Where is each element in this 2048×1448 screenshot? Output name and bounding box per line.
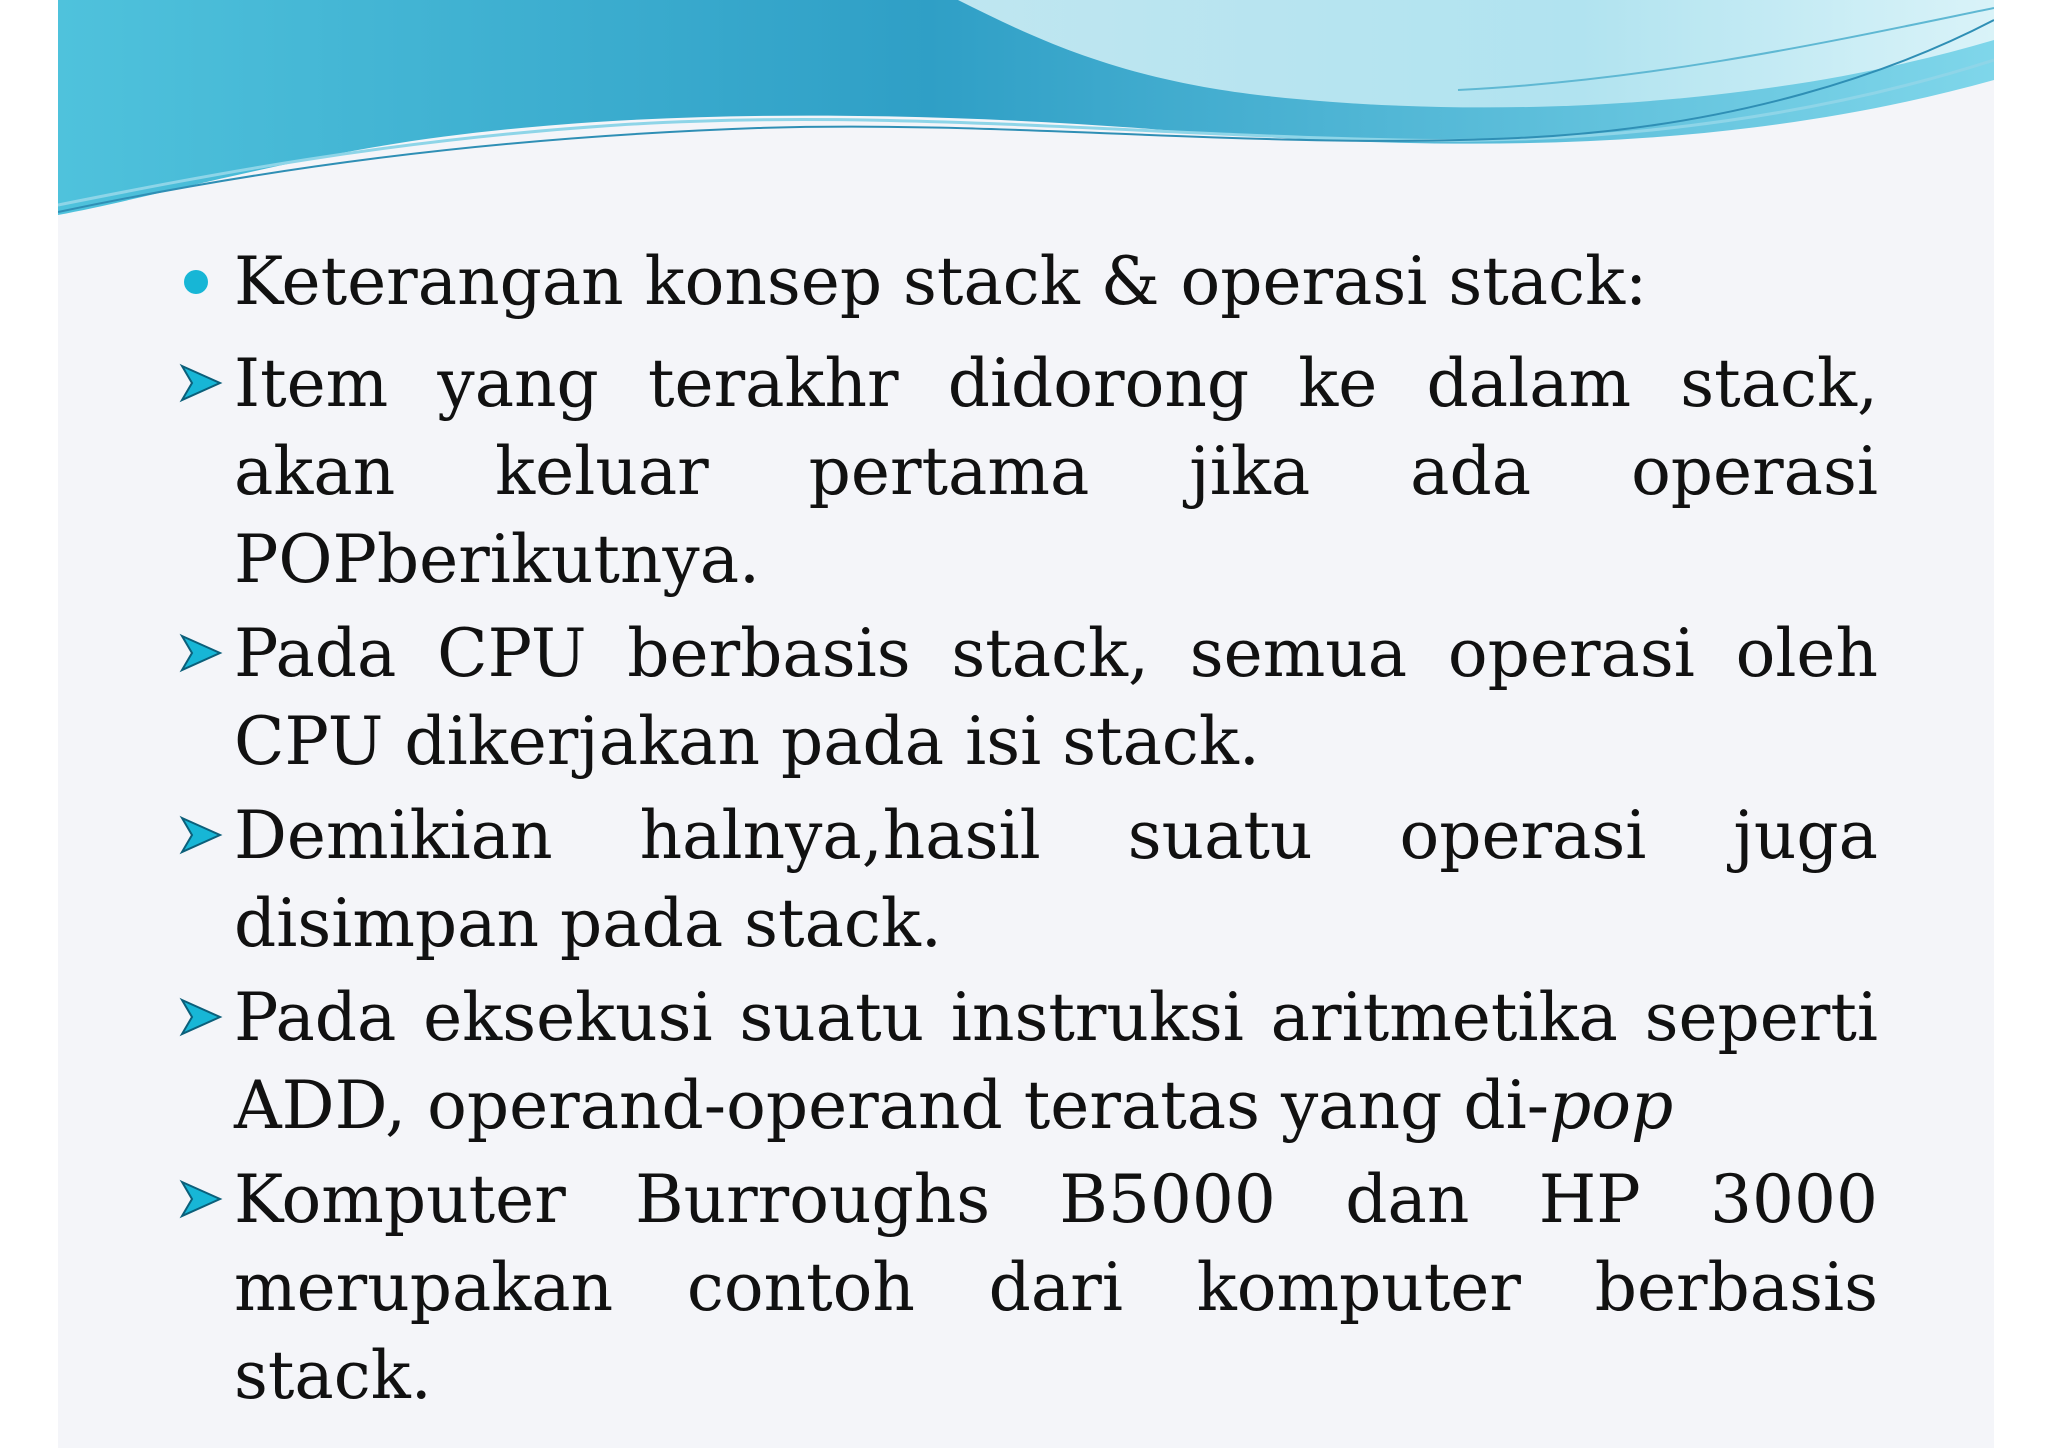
list-item-text: Item yang terakhr didorong ke dalam stack, akan keluar pertama jika ada operasi POPberikutnya. — [234, 345, 1878, 598]
list-item-text: Demikian halnya,hasil suatu operasi juga disimpan pada stack. — [234, 797, 1878, 962]
list-item — [178, 610, 1878, 786]
slide-content — [178, 238, 1878, 1426]
arrow-bullet-icon — [178, 362, 224, 404]
arrow-bullet-icon — [178, 996, 224, 1038]
list-item-text-italic: pop — [1549, 1067, 1674, 1144]
header-wave-decoration — [58, 0, 1994, 230]
list-item — [178, 792, 1878, 968]
list-item-text-main: Pada eksekusi suatu instruksi aritmetika seperti ADD, operand-operand teratas yang di- — [234, 979, 1878, 1144]
arrow-bullet-icon — [178, 1178, 224, 1220]
circle-bullet-icon — [184, 270, 208, 294]
list-item — [178, 1156, 1878, 1420]
heading-text: Keterangan konsep stack & operasi stack: — [234, 243, 1648, 320]
list-item — [178, 974, 1878, 1150]
list-item-text: Komputer Burroughs B5000 dan HP 3000 merupakan contoh dari komputer berbasis stack. — [234, 1161, 1878, 1414]
slide — [58, 0, 1994, 1448]
arrow-bullet-icon — [178, 632, 224, 674]
heading-item — [178, 238, 1878, 326]
list-item-text — [234, 979, 1878, 1144]
list-item — [178, 340, 1878, 604]
arrow-bullet-icon — [178, 814, 224, 856]
list-item-text: Pada CPU berbasis stack, semua operasi oleh CPU dikerjakan pada isi stack. — [234, 615, 1878, 780]
